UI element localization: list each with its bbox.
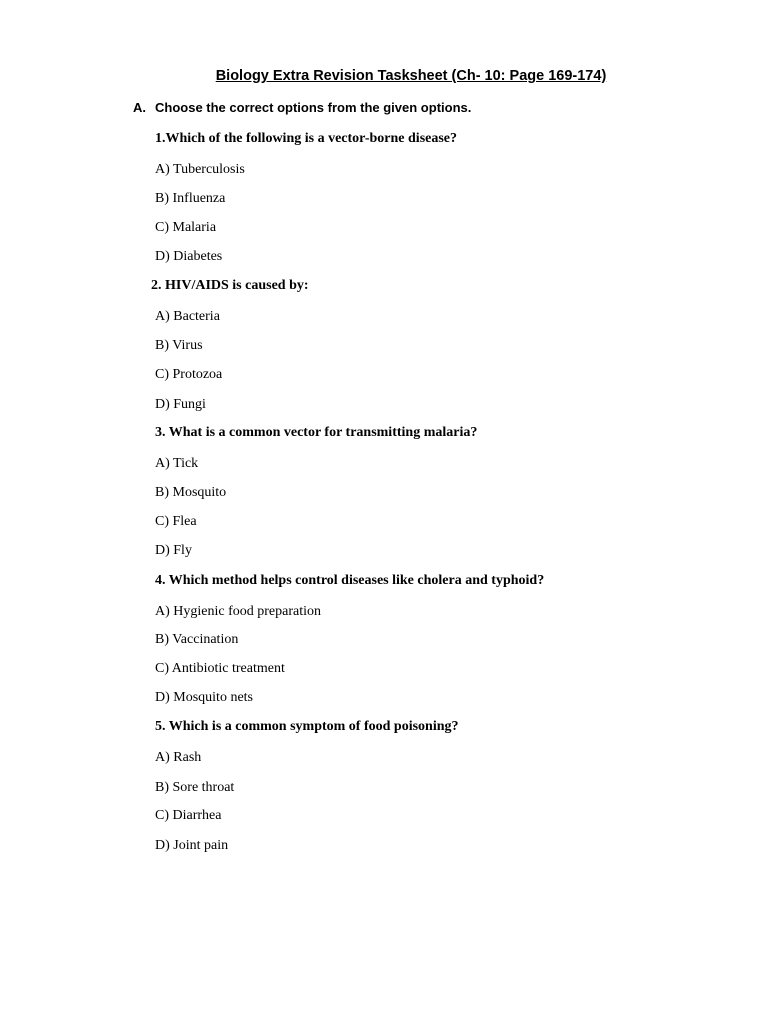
question-2: 2. HIV/AIDS is caused by: [151,278,309,293]
question-2-option-b: B) Virus [155,338,203,353]
question-4-option-d: D) Mosquito nets [155,690,253,705]
question-5: 5. Which is a common symptom of food poisoning? [155,719,459,734]
question-1-option-c: C) Malaria [155,220,217,235]
question-3-option-a: A) Tick [155,456,199,471]
question-5-option-b: B) Sore throat [155,780,235,795]
question-1-option-b: B) Influenza [155,191,226,206]
question-5-option-d: D) Joint pain [155,838,229,853]
question-3: 3. What is a common vector for transmitting malaria? [155,425,478,440]
question-5-option-c: C) Diarrhea [155,808,222,823]
question-5-option-a: A) Rash [155,750,202,765]
question-4-option-c: C) Antibiotic treatment [155,661,285,676]
question-2-option-c: C) Protozoa [155,367,223,382]
question-3-option-d: D) Fly [155,543,192,558]
section-letter: A. [133,100,146,115]
question-1-option-d: D) Diabetes [155,249,223,264]
question-4-option-b: B) Vaccination [155,632,239,647]
question-4-option-a: A) Hygienic food preparation [155,604,321,619]
question-4: 4. Which method helps control diseases like cholera and typhoid? [155,573,545,588]
question-3-option-c: C) Flea [155,514,197,529]
page-title [0,66,768,86]
question-1: 1.Which of the following is a vector-borne disease? [155,131,458,146]
question-2-option-a: A) Bacteria [155,309,220,324]
question-1-option-a: A) Tuberculosis [155,162,245,177]
section-instruction: Choose the correct options from the given options. [155,100,472,115]
section-heading [133,98,471,118]
question-3-option-b: B) Mosquito [155,485,227,500]
title-text: Biology Extra Revision Tasksheet (Ch- 10: Page 169-174) [215,68,607,84]
question-2-option-d: D) Fungi [155,397,206,412]
